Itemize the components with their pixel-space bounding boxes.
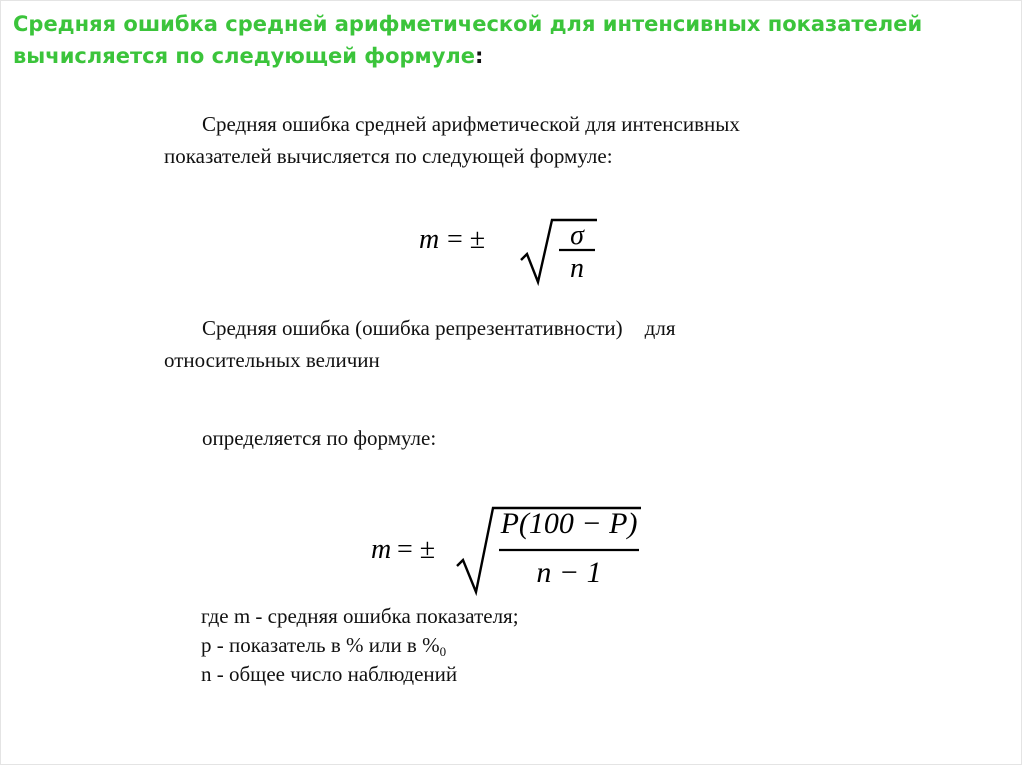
formula-relative-error (371, 496, 661, 602)
paragraph-defined-by (164, 422, 764, 454)
formula1-operator: = ± (447, 224, 486, 255)
slide-title-text: Средняя ошибка средней арифметической для интенсивных показателей вычисляется по следующей формуле (13, 12, 923, 68)
formula1-numerator: σ (570, 220, 584, 251)
formula1-lhs: m (419, 224, 440, 255)
formula1-denominator: n (570, 253, 584, 284)
formula-intensive-error (419, 212, 609, 292)
paragraph-defined-by-text: определяется по формуле: (202, 426, 437, 450)
formula2-operator: = ± (397, 534, 436, 565)
legend-m-definition: где m - средняя ошибка показателя; (201, 604, 519, 628)
paragraph-representativeness-error-text: Средняя ошибка (ошибка репрезентативности) (202, 316, 623, 340)
slide-title-colon: : (475, 44, 484, 68)
slide-title (13, 8, 1013, 72)
legend-p-subscript: 0 (439, 644, 447, 659)
paragraph-relative-values: относительных величин (164, 348, 380, 372)
document-body (164, 100, 804, 760)
paragraph-intensive-error-text: Средняя ошибка средней арифметической для интенсивных показателей вычисляется по следующей формуле: (164, 112, 740, 168)
formula2-lhs: m (371, 534, 392, 565)
paragraph-intensive-error (164, 108, 764, 172)
legend-p-text: р - показатель в % или в % (201, 633, 440, 657)
formula1-radical (519, 212, 599, 292)
formula2-numerator: P(100 − P) (500, 507, 638, 540)
paragraph-representativeness-error (164, 312, 784, 376)
paragraph-representativeness-error-tail: для (644, 316, 676, 340)
legend-n-definition: n - общее число наблюдений (201, 662, 458, 686)
formula2-denominator: n − 1 (536, 556, 602, 589)
